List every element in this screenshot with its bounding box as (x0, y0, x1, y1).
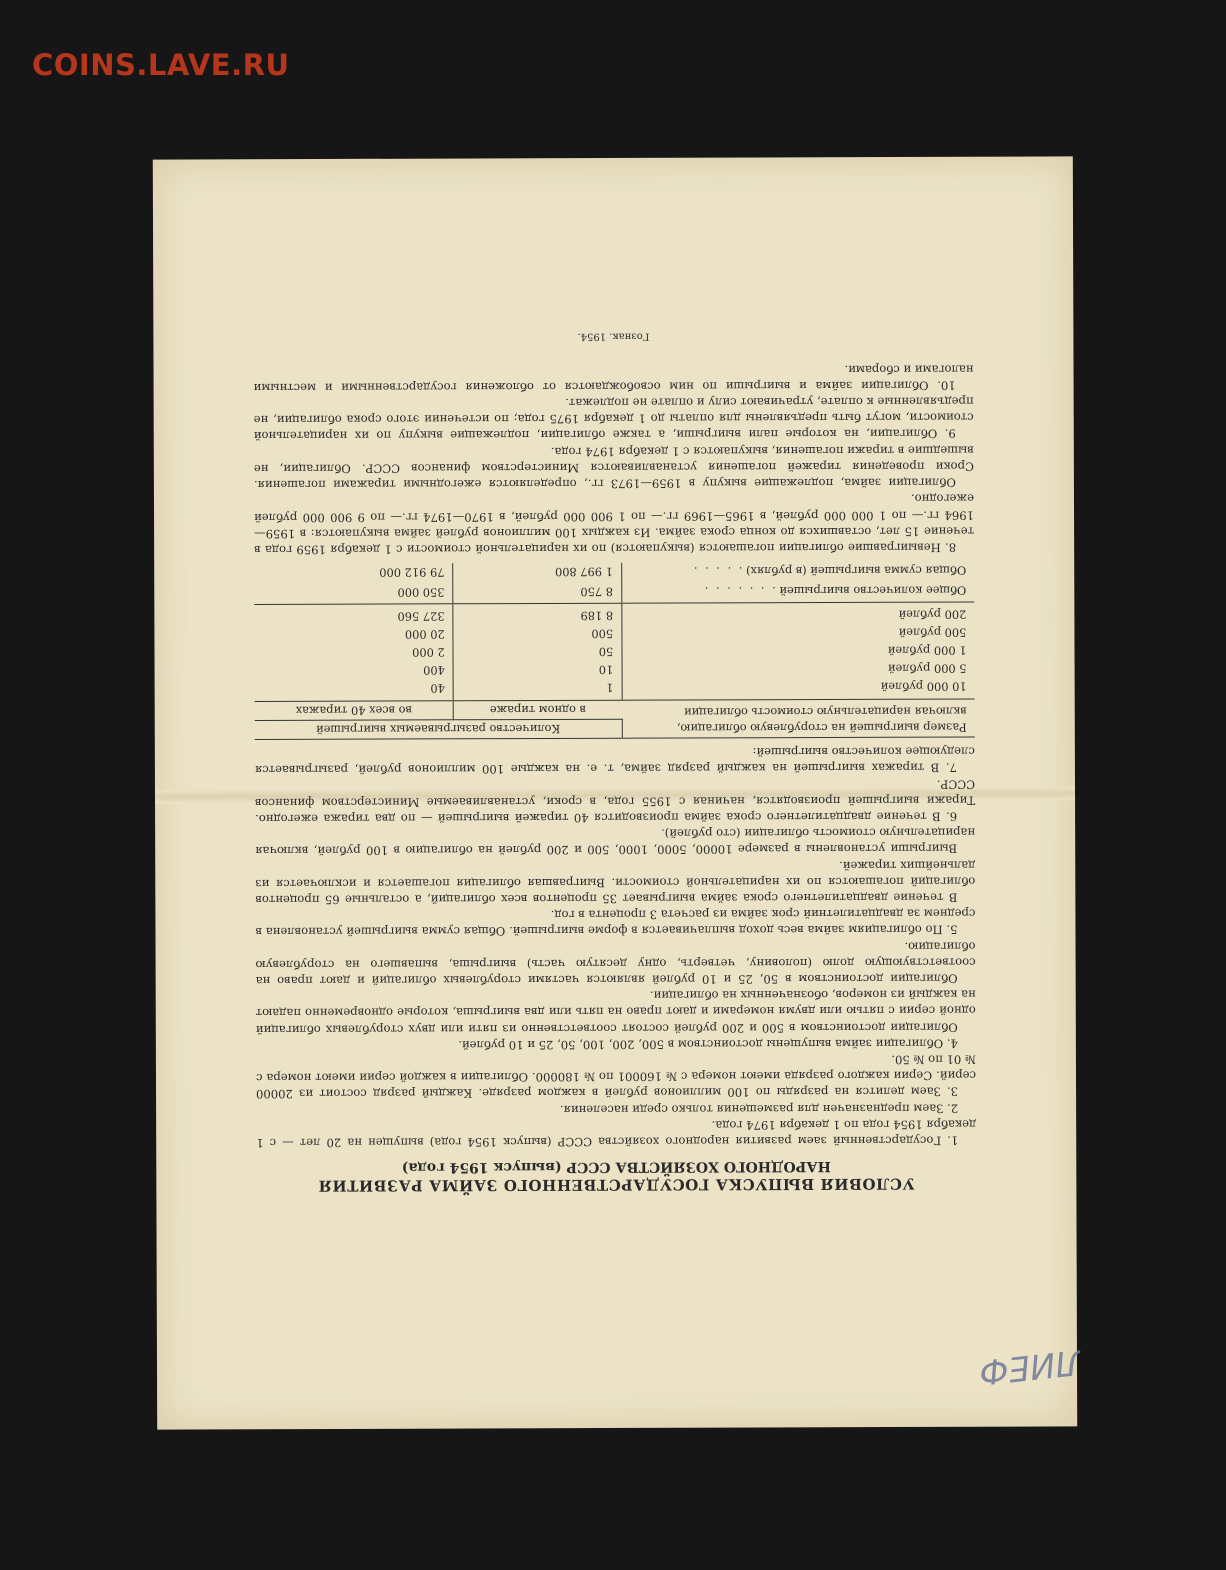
total-sum-row (254, 561, 974, 584)
prize-table (254, 561, 975, 740)
all-draws-cell: 20 000 (254, 625, 453, 644)
clause-paragraph: Облигации достоинством в 50, 25 и 10 рублей являются частями сторублевых облигаций и дают право на соответствующую долю (половину, четверть, одну десятую часть) выигрыша, выпавшего на сторублевую облигацию. (255, 939, 976, 988)
clause-paragraph: 6. В течение двадцатилетнего срока займа производится 40 тиражей выигрышей — по два тиража ежегодно. Тиражи выигрышей производятся, начиная с 1955 года, в сроки, устанавливаемые Министерством финансов СССР. (255, 776, 976, 826)
total-sum-label-cell (621, 561, 974, 582)
prize-size-cell: 1 000 рублей (887, 643, 967, 658)
bond-conditions-text-inverted (253, 317, 976, 1195)
all-draws-cell: 40 (255, 679, 454, 701)
total-count-all: 350 000 (254, 583, 453, 604)
printer-imprint: Гознак. 1954. (577, 331, 650, 343)
bond-back-sheet (153, 156, 1083, 1429)
total-count-row (254, 581, 974, 604)
prize-size-cell: 200 рублей (622, 602, 975, 625)
document-subtitle: НАРОДНОГО ХОЗЯЙСТВА СССР (выпуск 1954 года) (401, 1157, 831, 1176)
clause-paragraph: 9. Облигации, на которые пали выигрыши, а также облигации, подлежащие выкупу по их нарицательной стоимости, могут быть предъявлены для оплаты до 1 декабря 1975 года; по истечении этого срока облигации, не предъявленные к оплате, утрачивают силу и оплате не подлежат. (253, 394, 974, 444)
clause-paragraph: Облигации займа, подлежащие выкупу в 1959—1973 гг., определяются ежегодными тиражами погашения. Сроки проведения тиражей погашения устанавливаются Министерством финансов СССР. Облигации, не вышедшие в тиражи погашения, выкупаются с 1 декабря 1974 года. (253, 443, 974, 493)
one-draw-cell: 500 (453, 625, 621, 644)
document-title: УСЛОВИЯ ВЫПУСКА ГОСУДАРСТВЕННОГО ЗАЙМА РАЗВИТИЯ (318, 1174, 915, 1195)
table-row (254, 602, 974, 626)
total-count-label-cell (621, 581, 974, 603)
clause-paragraph: 1. Государственный заем развития народного хозяйства СССР (выпуск 1954 года) выпущен на 20 лет — с 1 декабря 1954 года по 1 декабря 1974 года. (256, 1117, 977, 1150)
site-watermark: COINS.LAVE.RU (32, 48, 290, 82)
one-draw-cell: 1 (453, 679, 622, 701)
prize-size-cell: 5 000 рублей (887, 661, 967, 676)
leader-dots: . . . . . . . (702, 584, 776, 599)
paragraphs-before-table (255, 743, 976, 1151)
clause-paragraph: 7. В тиражах выигрышей на каждый разряд займа, т. е. на каждые 100 миллионов рублей, разыгрывается следующее количество выигрышей: (254, 744, 975, 778)
prize-count-header: Количество разыгрываемых выигрышей (255, 719, 622, 739)
table-row (254, 623, 974, 644)
one-draw-header: в одном тираже (453, 700, 622, 720)
total-count-label: Общее количество выигрышей (779, 583, 967, 599)
total-sum-label: Общая сумма выигрышей (в рублях) (746, 563, 967, 579)
clause-paragraph: Облигации достоинством в 500 и 200 рублей состоят соответственно из пяти или двух сторублевых облигаций одной серии с пятью или двумя номерами и дают право на пять или два выигрыша, которые одновременно падают на каждый из номеров, обозначенных на облигации. (255, 987, 976, 1037)
table-row (255, 677, 975, 701)
clause-paragraph: Выигрыши установлены в размере 10000, 5000, 1000, 500 и 200 рублей на облигацию в 100 рублей, включая нарицательную стоимость облигации (сто рублей). (255, 825, 976, 859)
one-draw-cell: 10 (453, 661, 621, 680)
table-row (255, 659, 975, 680)
clause-paragraph: В течение двадцатилетнего срока займа выигрывает 35 процентов всех облигаций, а остальные 65 процентов облигаций погашаются по их нарицательной стоимости. Выигравшая облигация погашается и исключается из дальнейших тиражей. (255, 858, 976, 907)
all-draws-cell: 400 (255, 661, 454, 680)
prize-size-header: Размер выигрышей на сторублевую облигацию, включая нарицательную стоимость облигации (622, 699, 975, 738)
pencil-handwritten-note: ЛИЕФ (977, 1341, 1083, 1392)
prize-size-cell: 500 рублей (898, 625, 967, 640)
clause-paragraph: 4. Облигации займа выпущены достоинством в 500, 200, 100, 50, 25 и 10 рублей. (458, 1036, 958, 1053)
leader-dots: . . . . . (691, 564, 743, 579)
clause-paragraph: 8. Невыигравшие облигации погашаются (выкупаются) по их нарицательной стоимости с 1 декабря 1959 года в течение 15 лет, оставшихся до конца срока займа. Из каждых 100 миллионов рублей займа выкупаются: в 1959—1964 гг.— по 1 000 000 рублей, в 1965—1969 гг.— по 1 900 000 рублей, в 1970—1974 гг.— по 9 900 000 рублей ежегодно. (254, 491, 975, 557)
all-draws-header: во всех 40 тиражах (255, 701, 454, 721)
all-draws-cell: 327 560 (254, 604, 453, 626)
total-sum-one: 1 997 800 (453, 563, 622, 584)
total-sum-all: 79 912 000 (254, 563, 453, 584)
all-draws-cell: 2 000 (254, 643, 453, 662)
prize-size-cell: 10 000 рублей (880, 679, 967, 694)
one-draw-cell: 50 (453, 643, 621, 662)
table-row (254, 641, 974, 662)
clause-paragraph: 2. Заем предназначен для размещения только среди населения. (559, 1101, 959, 1117)
paragraphs-after-table (253, 361, 974, 558)
total-count-one: 8 750 (453, 583, 622, 604)
one-draw-cell: 8 189 (453, 603, 622, 625)
clause-paragraph: 3. Заем делится на разряды по 100 миллионов рублей в каждом разряде. Каждый разряд состоит из 20000 серий. Серии каждого разряда имеют номера с № 160001 по № 180000. Облигации в каждой серии имеют номера с № 01 по № 50. (255, 1052, 977, 1102)
clause-paragraph: 5. По облигациям займа весь доход выплачивается в форме выигрышей. Общая сумма выигрышей установлена в среднем за двадцатилетний срок займа из расчета 3 процента в год. (255, 906, 976, 940)
clause-paragraph: 10. Облигации займа и выигрыши по ним освобождаются от обложения государственными и местными налогами и сборами. (253, 362, 974, 395)
